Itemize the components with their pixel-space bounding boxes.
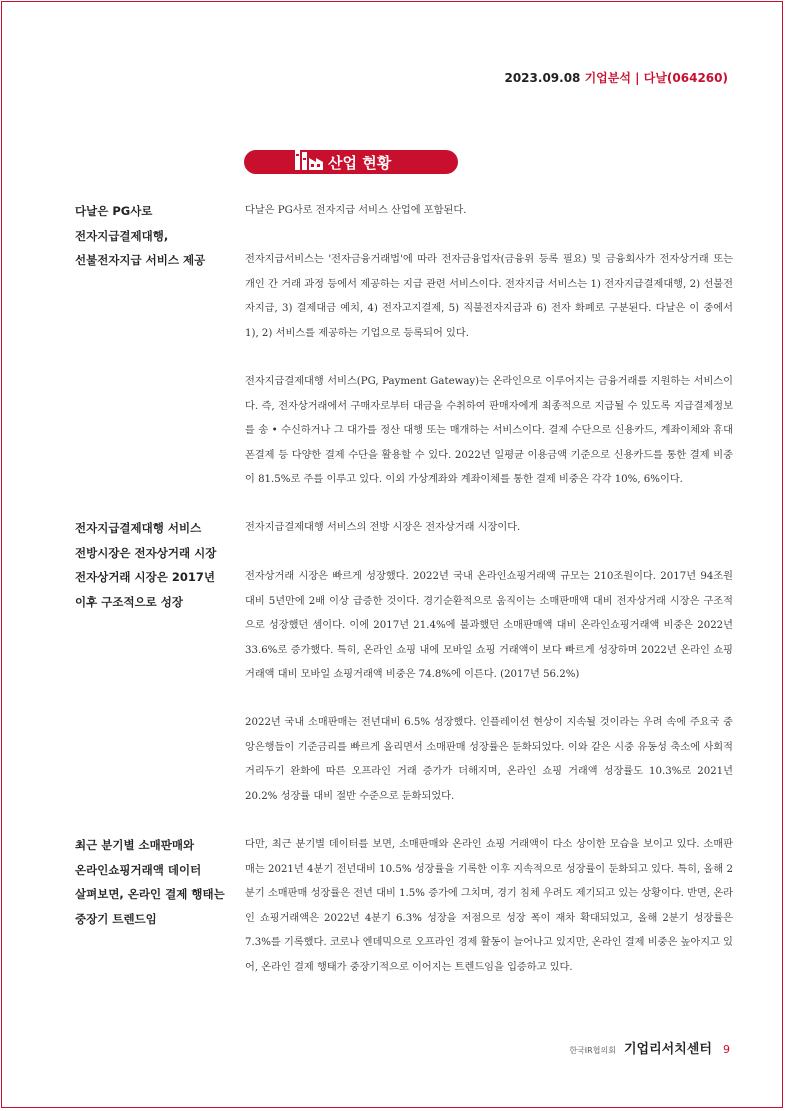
- section-title: 산업 현황: [328, 154, 392, 172]
- sidebar-line: 살펴보면, 온라인 결제 행태는: [75, 887, 225, 901]
- sidebar-line: 선불전자지급 서비스 제공: [75, 253, 206, 267]
- sidebar-line: 다날은 PG사로: [75, 204, 153, 218]
- sidebar-line: 중장기 트렌드임: [75, 911, 157, 926]
- report-header: [504, 69, 728, 86]
- sidebar-line: 전자지급결제대행 서비스: [75, 521, 202, 535]
- sidebar-line: 전자지급결제대행,: [75, 228, 169, 243]
- body-paragraph-2: 전자지급서비스는 '전자금융거래법'에 따라 전자금융업자(금융위 등록 필요) 및 금융회사가 전자상거래 또는 개인 간 거래 과정 등에서 제공하는 지급 관련 서비스이다. 전자지급 서비스는 1) 전자지급결제대행, 2) 선불전자지급, 3) 결제대금 예치, 4) 전자고지결제, 5) 직불전자지급과 6) 전자 화폐로 구분된다. 다날은 이 중에서 1), 2) 서비스를 제공하는 기업으로 등록되어 있다.: [245, 254, 733, 339]
- body-paragraph-5: 전자상거래 시장은 빠르게 성장했다. 2022년 국내 온라인쇼핑거래액 규모는 210조원이다. 2017년 94조원 대비 5년만에 2배 이상 급증한 것이다. 경기순환적으로 움직이는 소매판매액 대비 전자상거래 시장은 구조적으로 성장했던 셈이다. 이에 2017년 21.4%에 불과했던 소매판매액 대비 온라인쇼핑거래액 비중은 2022년 33.6%로 증가했다. 특히, 온라인 쇼핑 내에 모바일 쇼핑 거래액이 보다 빠르게 성장하며 2022년 온라인 쇼핑 거래액 대비 모바일 쇼핑거래액 비중은 74.8%에 이른다. (2017년 56.2%): [245, 571, 733, 680]
- sidebar-line: 전자상거래 시장은 2017년: [75, 570, 215, 584]
- sidebar-line: 최근 분기별 소매판매와: [75, 838, 195, 852]
- page-number: 9: [723, 1043, 730, 1056]
- body-paragraph-1: 다날은 PG사로 전자지급 서비스 산업에 포함된다.: [245, 205, 467, 216]
- report-category: 기업분석: [584, 71, 631, 85]
- sidebar-summary-2: [75, 516, 235, 614]
- body-paragraph-7: 다만, 최근 분기별 데이터를 보면, 소매판매와 온라인 쇼핑 거래액이 다소 상이한 모습을 보이고 있다. 소매판매는 2021년 4분기 전년대비 10.5% 성장률을 기록한 이후 지속적으로 성장률이 둔화되고 있다. 특히, 올해 2분기 소매판매 성장률은 전년 대비 1.5% 증가에 그치며, 경기 침체 우려도 제기되고 있는 상황이다. 반면, 온라인 쇼핑거래액은 2022년 4분기 6.3% 성장을 저점으로 성장 폭이 재차 확대되었고, 올해 2분기 성장률은 7.3%를 기록했다. 코로나 엔데믹으로 오프라인 경제 활동이 늘어나고 있지만, 온라인 결제 비중은 높아지고 있어, 온라인 결제 행태가 중장기적으로 이어지는 트렌드임을 입증하고 있다.: [245, 839, 733, 973]
- header-separator: |: [635, 71, 640, 85]
- sidebar-line: 이후 구조적으로 성장: [75, 594, 183, 609]
- company-name: 다날(064260): [643, 71, 728, 85]
- footer-org: 한국IR협의회: [569, 1046, 616, 1055]
- footer-center: 기업리서치센터: [624, 1042, 712, 1057]
- sidebar-summary-1: [75, 199, 235, 273]
- body-paragraph-4: 전자지급결제대행 서비스의 전방 시장은 전자상거래 시장이다.: [245, 522, 521, 533]
- body-paragraph-3: 전자지급결제대행 서비스(PG, Payment Gateway)는 온라인으로 이루어지는 금융거래를 지원하는 서비스이다. 즉, 전자상거래에서 구매자로부터 대금을 수취하여 판매자에게 최종적으로 지급될 수 있도록 지급결제정보를 송 • 수신하거나 그 대가를 정산 대행 또는 매개하는 서비스이다. 결제 수단으로 신용카드, 계좌이체와 휴대폰결제 등 다양한 결제 수단을 활용할 수 있다. 2022년 일평균 이용금액 기준으로 신용카드를 통한 결제 비중이 81.5%로 주를 이루고 있다. 이외 가상계좌와 계좌이체를 통한 결제 비중은 각각 10%, 6%이다.: [245, 376, 733, 485]
- sidebar-summary-3: [75, 833, 235, 931]
- factory-icon: [294, 146, 328, 174]
- sidebar-line: 온라인쇼핑거래액 데이터: [75, 862, 202, 877]
- sidebar-line: 전방시장은 전자상거래 시장: [75, 545, 217, 560]
- body-paragraph-6: 2022년 국내 소매판매는 전년대비 6.5% 성장했다. 인플레이션 현상이 지속될 것이라는 우려 속에 주요국 중앙은행들이 기준금리를 빠르게 올리면서 소매판매 성장률은 둔화되었다. 이와 같은 시중 유동성 축소에 사회적 거리두기 완화에 따른 오프라인 거래 증가가 더해지며, 온라인 쇼핑 거래액 성장률도 10.3%로 2021년 20.2% 성장률 대비 절반 수준으로 둔화되었다.: [245, 717, 733, 802]
- section-banner: [244, 150, 458, 174]
- page-footer: [569, 1038, 730, 1057]
- report-date: 2023.09.08: [504, 71, 581, 85]
